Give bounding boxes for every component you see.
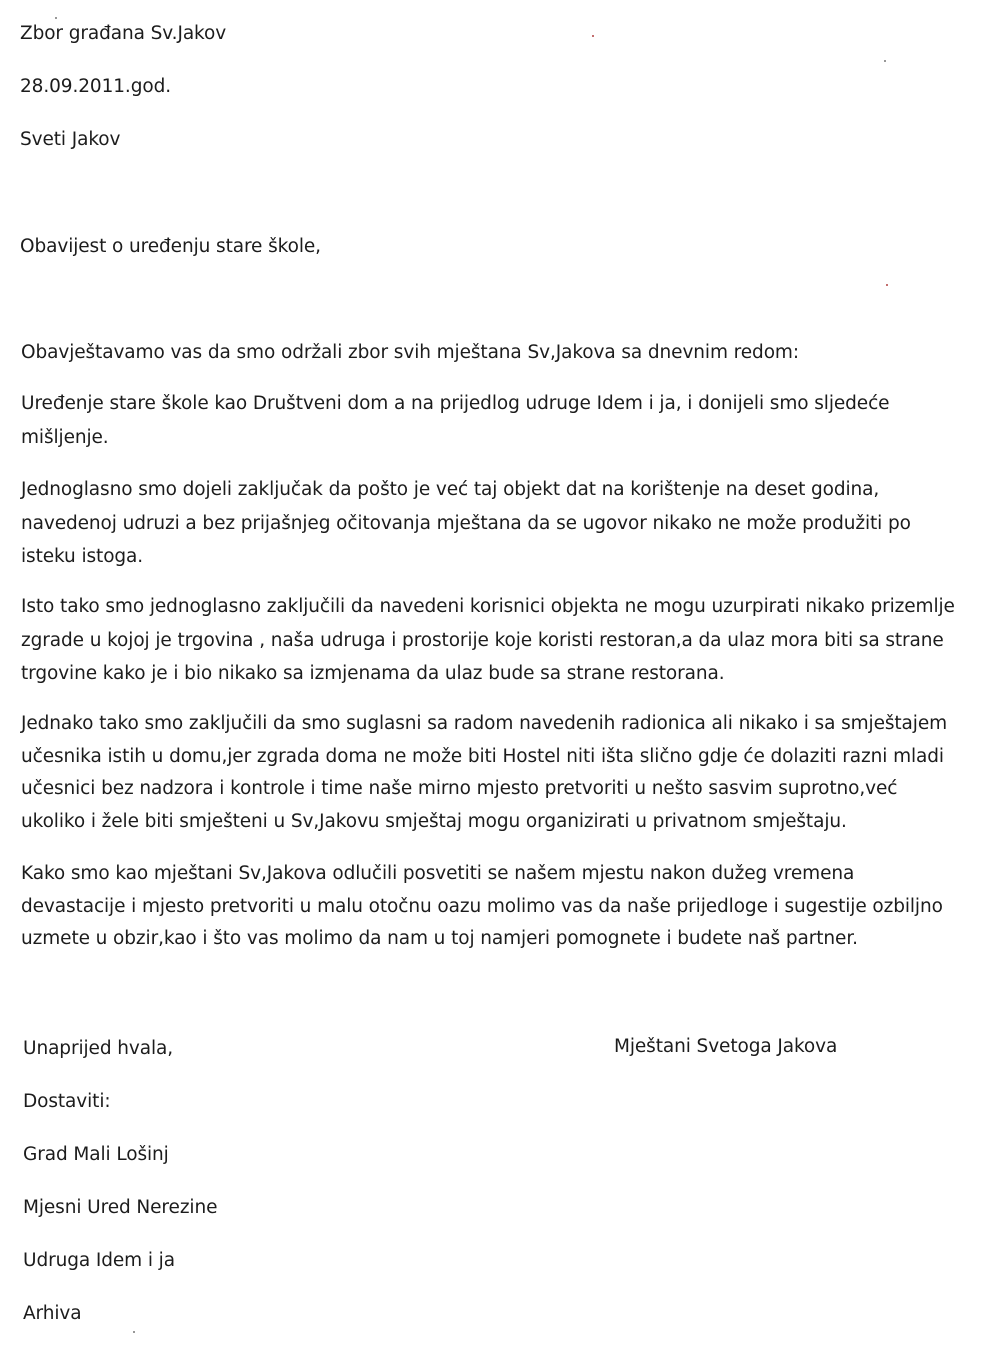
- paragraph-conclusion-contract: Jednoglasno smo dojeli zaključak da pošto je već taj objekt dat na korištenje na deset godina, navedenoj udruzi a bez prijašnjeg očitovanja mještana da se ugovor nikako ne može produžiti po isteku istoga.: [21, 479, 911, 567]
- paragraph-ground-floor: Isto tako smo jednoglasno zaključili da navedeni korisnici objekta ne mogu uzurpirati nikako prizemlje zgrade u kojoj je trgovina , naša udruga i prostorije koje koristi restoran,a da ulaz mora biti sa strane trgovine kako je i bio nikako sa izmjenama da ulaz bude sa strane restorana.: [21, 596, 955, 684]
- recipient-item: Arhiva: [23, 1303, 82, 1324]
- date-line: 28.09.2011.god.: [20, 76, 171, 97]
- paragraph-request: Kako smo kao mještani Sv,Jakova odlučili posvetiti se našem mjestu nakon dužeg vremena devastacije i mjesto pretvoriti u malu otočnu oazu molimo vas da naše prijedloge i sugestije ozbiljno uzmete u obzir,kao i što vas molimo da nam u toj namjeri pomognete i budete naš partner.: [21, 863, 943, 949]
- recipient-item: Mjesni Ured Nerezine: [23, 1197, 218, 1218]
- subject-line: Obavijest o uređenju stare škole,: [20, 236, 321, 257]
- sender-line: Zbor građana Sv.Jakov: [20, 23, 227, 44]
- scan-speck: [592, 35, 594, 37]
- scan-speck: [55, 17, 57, 19]
- scan-speck: [884, 60, 886, 62]
- signature-line: Mještani Svetoga Jakova: [614, 1036, 838, 1057]
- paragraph-workshops: Jednako tako smo zaključili da smo suglasni sa radom navedenih radionica ali nikako i sa smještajem učesnika istih u domu,jer zgrada doma ne može biti Hostel niti išta slično gdje će dolaziti razni mladi učesnici bez nadzora i kontrole i time naše mirno mjesto pretvoriti u nešto sasvim suprotno,već ukoliko i žele biti smješteni u Sv,Jakovu smještaj mogu organizirati u privatnom smještaju.: [21, 713, 948, 832]
- recipient-item: Grad Mali Lošinj: [23, 1144, 169, 1165]
- place-line: Sveti Jakov: [20, 129, 121, 150]
- paragraph-intro: Obavještavamo vas da smo održali zbor svih mještana Sv,Jakova sa dnevnim redom:: [21, 342, 799, 363]
- scan-speck: [133, 1331, 135, 1333]
- paragraph-agenda: Uređenje stare škole kao Društveni dom a na prijedlog udruge Idem i ja, i donijeli smo sljedeće mišljenje.: [21, 393, 890, 448]
- thanks-line: Unaprijed hvala,: [23, 1038, 174, 1059]
- recipient-item: Udruga Idem i ja: [23, 1250, 175, 1271]
- distribution-heading: Dostaviti:: [23, 1091, 111, 1112]
- scan-speck: [886, 284, 888, 286]
